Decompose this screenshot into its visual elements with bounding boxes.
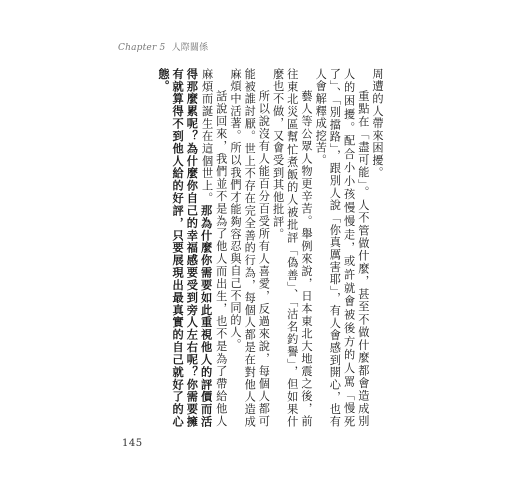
paragraph-1 — [370, 68, 384, 428]
paragraph-1-text: 周遭的人帶來困擾。 — [371, 68, 384, 179]
paragraph-5-bold-text: 那為什麼你需要如此重視他人的評價而活得那麼累呢？為什麼你自己的幸福感要受到旁人左右呢？你需要擁有就算得不到他人給的好評，只要展現出最真實的自己就好了的心態。 — [156, 68, 214, 428]
paragraph-2 — [313, 68, 370, 428]
paragraph-4-text: 所以說沒有人能百分百受所有人喜愛，反過來說，每個人都可能被誰討厭。世上不存在完全善的行為，每個人都是在對他人造成麻煩中活著。所以我們才能夠容忍與自己不同的人。 — [228, 68, 271, 428]
paragraph-2-text: 重點在「盡可能」。人不管做什麼，甚至不做什麼都會造成別人的困擾。配合小小孩慢慢走，或許就會被後方的人罵「慢死了」、「別擋路」，跟別人說「你真厲害耶」，有人會感到開心，也有人會解釋成挖苦。 — [314, 68, 370, 428]
page-number: 145 — [122, 438, 143, 449]
paragraph-3 — [270, 68, 313, 428]
paragraph-5 — [157, 68, 228, 428]
chapter-label: Chapter 5 — [118, 43, 166, 53]
paragraph-5-text: 話說回來，我們並不是為了他人而出生，也不是為了帶給他人麻煩而誕生在這個世上。 — [200, 68, 228, 428]
paragraph-4 — [228, 68, 271, 428]
chapter-title: 人際關係 — [171, 43, 209, 53]
running-header — [118, 40, 208, 53]
vertical-text-body — [122, 68, 384, 428]
paragraph-3-text: 藝人等公眾人物更辛苦。舉例來說，日本東北大地震之後，前往東北災區幫忙煮飯的人被批評「偽善」、「沽名釣譽」，但如果什麼也不做，又會受到其他批評。 — [271, 68, 313, 428]
